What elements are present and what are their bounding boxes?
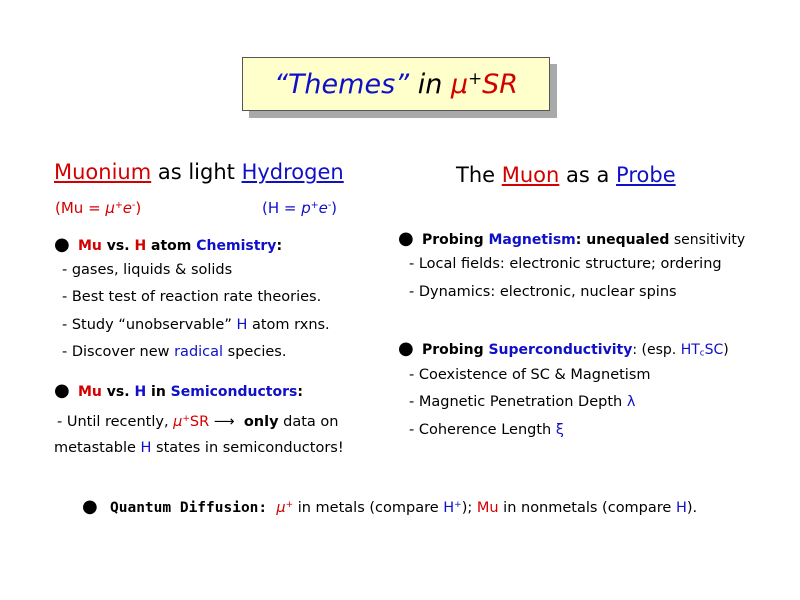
list-item: - Dynamics: electronic, nuclear spins bbox=[409, 284, 677, 300]
bottom-quantum-diffusion: ● Quantum Diffusion: µ+ in metals (compare H+); Mu in nonmetals (compare H). bbox=[82, 496, 698, 517]
hydrogen-definition: (H = p+e-) bbox=[262, 199, 338, 217]
list-item: - Local fields: electronic structure; ordering bbox=[409, 256, 722, 272]
bullet-icon: ● bbox=[54, 380, 70, 401]
page-title: “Themes” in µ+SR bbox=[273, 67, 519, 100]
list-item: - Discover new radical species. bbox=[62, 344, 287, 360]
bullet-icon: ● bbox=[398, 338, 414, 359]
list-item: metastable H states in semiconductors! bbox=[54, 440, 344, 456]
lambda-icon: λ bbox=[626, 394, 636, 410]
list-item: - Coexistence of SC & Magnetism bbox=[409, 367, 651, 383]
list-item: - Until recently, µ+SR ⟶ only data on bbox=[57, 414, 339, 430]
list-item: - Best test of reaction rate theories. bbox=[62, 289, 322, 305]
left-heading: Muonium as light Hydrogen bbox=[54, 160, 344, 184]
bullet-icon: ● bbox=[398, 228, 414, 249]
bullet-icon: ● bbox=[82, 496, 98, 517]
xi-icon: ξ bbox=[555, 422, 564, 438]
bullet-semiconductors: ● Mu vs. H in Semiconductors: bbox=[54, 380, 303, 401]
title-box bbox=[242, 57, 550, 111]
list-item: - Study “unobservable” H atom rxns. bbox=[62, 317, 330, 333]
muonium-definition: (Mu = µ+e-) bbox=[55, 199, 142, 217]
bullet-chemistry: ● Mu vs. H atom Chemistry: bbox=[54, 234, 283, 255]
arrow-icon: ⟶ bbox=[213, 414, 235, 430]
list-item: - Magnetic Penetration Depth λ bbox=[409, 394, 636, 410]
bullet-icon: ● bbox=[54, 234, 70, 255]
list-item: - Coherence Length ξ bbox=[409, 422, 564, 438]
list-item: - gases, liquids & solids bbox=[62, 262, 233, 278]
bullet-superconductivity: ● Probing Superconductivity: (esp. $HT_cSC$) bbox=[398, 338, 729, 359]
right-heading: The Muon as a Probe bbox=[456, 163, 676, 187]
bullet-magnetism: ● Probing Magnetism: unequaled sensitivity bbox=[398, 228, 746, 249]
